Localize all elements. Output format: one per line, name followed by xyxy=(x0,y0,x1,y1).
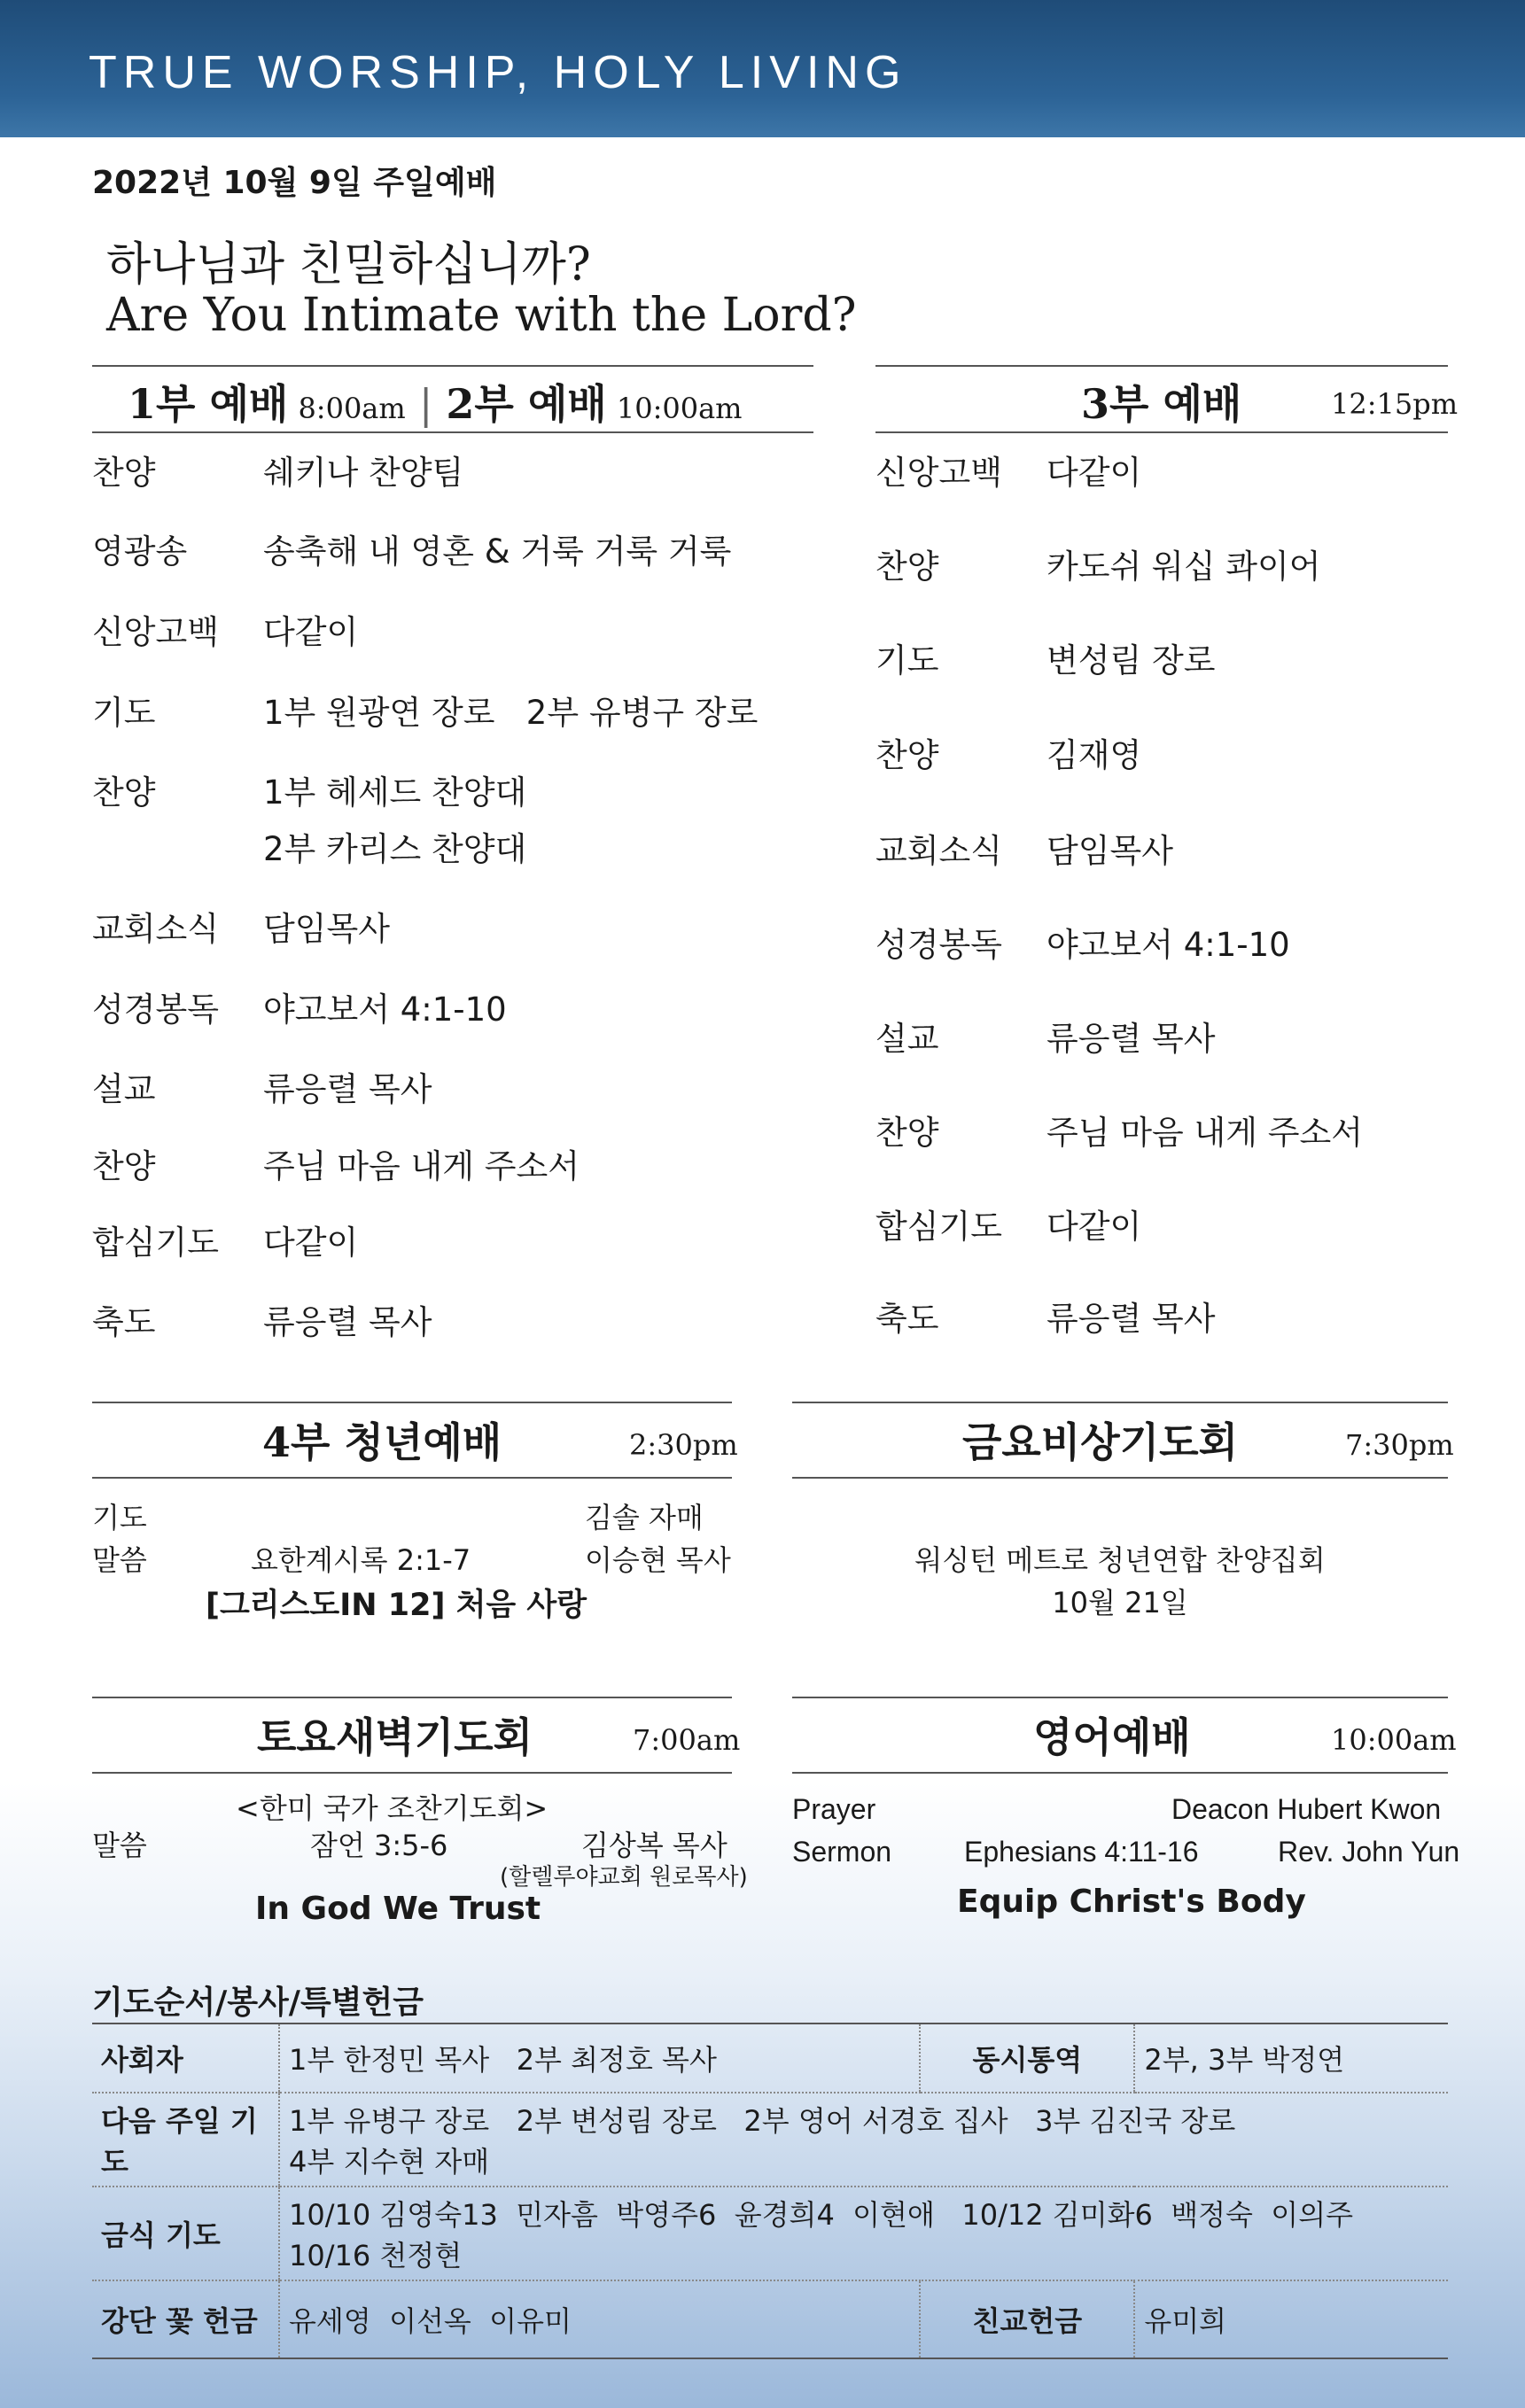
divider xyxy=(92,365,813,367)
order-label: 합심기도 xyxy=(92,1223,219,1262)
host-label: 사회자 xyxy=(92,2023,279,2093)
youth-speaker: 이승현 목사 xyxy=(585,1543,731,1577)
serving-heading: 기도순서/봉사/특별헌금 xyxy=(92,1985,424,2021)
sermon-title-korean: 하나님과 친밀하십니까? xyxy=(106,238,591,291)
divider xyxy=(875,431,1448,433)
youth-sermon-title: [그리스도IN 12] 처음 사랑 xyxy=(206,1588,587,1623)
order-label: 찬양 xyxy=(92,773,156,812)
youth-scripture: 요한계시록 2:1-7 xyxy=(251,1543,471,1577)
order-label: 축도 xyxy=(875,1300,939,1338)
serving-table xyxy=(92,2023,1448,2359)
next-prayer-line: 4부 지수현 자매 xyxy=(289,2145,490,2179)
order-value: 다같이 xyxy=(1046,454,1142,492)
service-1-title: 1부 예배 xyxy=(128,380,289,428)
order-label: 교회소식 xyxy=(875,832,1002,870)
order-value: 담임목사 xyxy=(1046,832,1173,870)
table-row xyxy=(92,2093,1448,2187)
order-value: 다같이 xyxy=(263,613,359,651)
english-speaker: Rev. John Yun xyxy=(1278,1836,1460,1868)
order-value: 2부 카리스 찬양대 xyxy=(263,830,527,868)
english-prayer-value: Deacon Hubert Kwon xyxy=(1171,1793,1442,1825)
service-2-time: 10:00am xyxy=(616,392,743,425)
order-label: 기도 xyxy=(92,694,156,732)
divider xyxy=(92,1697,732,1698)
divider xyxy=(875,365,1448,367)
divider xyxy=(792,1697,1448,1698)
order-value: 쉐키나 찬양팀 xyxy=(263,454,464,492)
order-label: 교회소식 xyxy=(92,910,219,948)
youth-service-title: 4부 청년예배 xyxy=(262,1418,502,1466)
saturday-scripture: 잠언 3:5-6 xyxy=(310,1829,448,1862)
sermon-title-english: Are You Intimate with the Lord? xyxy=(106,289,857,342)
fasting-prayer-label: 금식 기도 xyxy=(92,2187,279,2280)
order-value: 야고보서 4:1-10 xyxy=(1046,926,1290,964)
english-service-time: 10:00am xyxy=(1331,1723,1457,1757)
order-label: 찬양 xyxy=(875,736,939,774)
youth-prayer-label: 기도 xyxy=(92,1501,147,1534)
interpretation-value: 2부, 3부 박정연 xyxy=(1134,2023,1448,2093)
order-value: 류응렬 목사 xyxy=(1046,1300,1216,1338)
order-label: 찬양 xyxy=(92,454,156,492)
order-value: 류응렬 목사 xyxy=(263,1303,432,1341)
english-scripture: Ephesians 4:11-16 xyxy=(964,1836,1199,1868)
order-label: 신앙고백 xyxy=(92,613,219,651)
order-label: 영광송 xyxy=(92,532,188,571)
order-value: 1부 원광연 장로 2부 유병구 장로 xyxy=(263,694,759,732)
english-sermon-title: Equip Christ's Body xyxy=(957,1884,1306,1920)
next-prayer-line: 1부 유병구 장로 2부 변성림 장로 2부 영어 서경호 집사 3부 김진국 장로 xyxy=(289,2104,1236,2138)
fellowship-offering-label: 친교헌금 xyxy=(920,2280,1134,2358)
order-label: 설교 xyxy=(92,1070,156,1108)
divider xyxy=(92,1477,732,1479)
order-value: 1부 헤세드 찬양대 xyxy=(263,773,527,812)
saturday-speaker: 김상복 목사 xyxy=(581,1829,727,1862)
service-1-time: 8:00am xyxy=(298,392,406,425)
saturday-prayer-time: 7:00am xyxy=(633,1723,741,1757)
order-label: 찬양 xyxy=(875,1114,939,1152)
saturday-sermon-title: In God We Trust xyxy=(255,1891,541,1927)
divider xyxy=(92,1402,732,1403)
saturday-word-label: 말씀 xyxy=(92,1829,147,1862)
next-prayer-value xyxy=(279,2093,1448,2187)
service-3-title: 3부 예배 xyxy=(1081,380,1242,428)
service-12-header xyxy=(128,372,813,431)
order-value: 담임목사 xyxy=(263,910,390,948)
fasting-prayer-line: 10/10 김영숙13 민자흠 박영주6 윤경희4 이현애 10/12 김미화6 백정숙 이의주 xyxy=(289,2198,1354,2232)
order-value: 카도쉬 워십 콰이어 xyxy=(1046,548,1321,586)
youth-word-label: 말씀 xyxy=(92,1543,147,1577)
saturday-subtitle: <한미 국가 조찬기도회> xyxy=(236,1791,549,1825)
header-banner xyxy=(0,0,1525,137)
order-label: 성경봉독 xyxy=(875,926,1002,964)
host-value: 1부 한정민 목사 2부 최정호 목사 xyxy=(279,2023,920,2093)
saturday-prayer-title: 토요새벽기도회 xyxy=(257,1713,533,1761)
order-label: 합심기도 xyxy=(875,1208,1002,1246)
order-value: 류응렬 목사 xyxy=(1046,1020,1216,1058)
order-value: 다같이 xyxy=(263,1223,359,1262)
friday-event: 워싱턴 메트로 청년연합 찬양집회 xyxy=(914,1543,1326,1577)
english-sermon-label: Sermon xyxy=(792,1836,892,1868)
service-3-time: 12:15pm xyxy=(1331,387,1459,421)
english-service-title: 영어예배 xyxy=(1033,1713,1191,1761)
english-prayer-label: Prayer xyxy=(792,1793,876,1825)
next-prayer-label: 다음 주일 기도 xyxy=(92,2093,279,2187)
order-value: 주님 마음 내게 주소서 xyxy=(1046,1114,1363,1152)
service-2-title: 2부 예배 xyxy=(446,380,607,428)
order-value: 다같이 xyxy=(1046,1208,1142,1246)
friday-prayer-title: 금요비상기도회 xyxy=(962,1418,1239,1466)
table-row xyxy=(92,2187,1448,2280)
divider xyxy=(92,431,813,433)
order-label: 찬양 xyxy=(92,1147,156,1185)
table-row xyxy=(92,2280,1448,2358)
fellowship-offering-value: 유미희 xyxy=(1134,2280,1448,2358)
youth-prayer-value: 김솔 자매 xyxy=(585,1501,704,1534)
saturday-speaker-note: (할렐루야교회 원로목사) xyxy=(500,1864,748,1891)
youth-service-time: 2:30pm xyxy=(629,1428,738,1462)
divider xyxy=(792,1772,1448,1774)
order-label: 축도 xyxy=(92,1303,156,1341)
flower-offering-value: 유세영 이선옥 이유미 xyxy=(279,2280,920,2358)
order-value: 변성림 장로 xyxy=(1046,641,1216,680)
separator: | xyxy=(418,380,433,428)
banner-title: TRUE WORSHIP, HOLY LIVING xyxy=(89,47,907,98)
fasting-prayer-line: 10/16 천정현 xyxy=(289,2239,463,2272)
order-value: 야고보서 4:1-10 xyxy=(263,990,507,1029)
friday-event-date: 10월 21일 xyxy=(1052,1586,1188,1620)
service-date: 2022년 10월 9일 주일예배 xyxy=(92,165,497,201)
order-label: 설교 xyxy=(875,1020,939,1058)
order-value: 김재영 xyxy=(1046,736,1142,774)
order-value: 류응렬 목사 xyxy=(263,1070,432,1108)
flower-offering-label: 강단 꽃 헌금 xyxy=(92,2280,279,2358)
order-value: 주님 마음 내게 주소서 xyxy=(263,1147,580,1185)
divider xyxy=(792,1477,1448,1479)
order-label: 기도 xyxy=(875,641,939,680)
fasting-prayer-value xyxy=(279,2187,1448,2280)
order-label: 신앙고백 xyxy=(875,454,1002,492)
table-row xyxy=(92,2023,1448,2093)
order-value: 송축해 내 영혼 & 거룩 거룩 거룩 xyxy=(263,532,732,571)
order-label: 찬양 xyxy=(875,548,939,586)
order-label: 성경봉독 xyxy=(92,990,219,1029)
friday-prayer-time: 7:30pm xyxy=(1345,1428,1454,1462)
interpretation-label: 동시통역 xyxy=(920,2023,1134,2093)
divider xyxy=(92,1772,732,1774)
divider xyxy=(792,1402,1448,1403)
